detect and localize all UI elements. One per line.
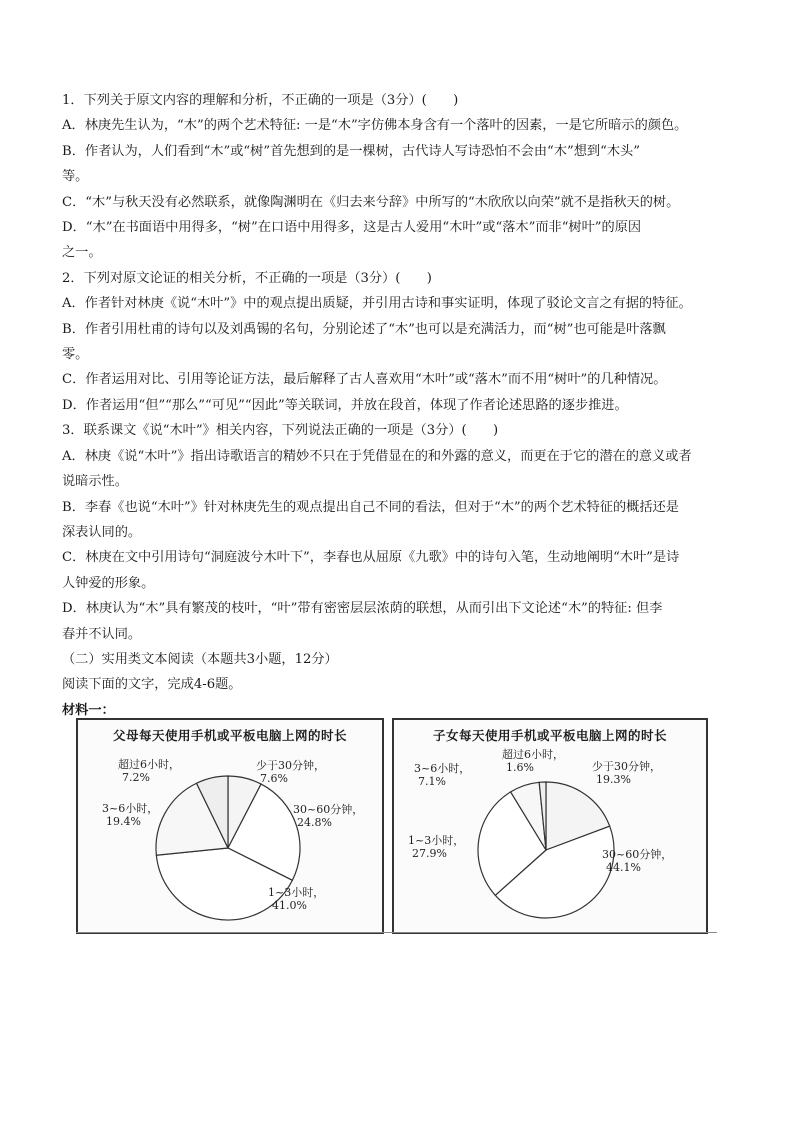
slice-value-label: 24.8% [297, 816, 332, 829]
q1-stem: 1．下列关于原文内容的理解和分析，不正确的一项是（3分）( ) [62, 93, 459, 108]
q3-option-d-line1: D．林庚认为“木”具有繁茂的枝叶，“叶”带有密密层层浓荫的联想，从而引出下文论述“木”的特征: 但李 [62, 601, 663, 617]
parents-chart [76, 718, 384, 934]
children-pie-svg [394, 720, 706, 932]
material-label: 材料一： [62, 702, 115, 718]
slice-label: 超过6小时， [118, 758, 180, 771]
q2-option-b-line2: 零。 [62, 347, 89, 363]
q2-option-b-line1: B．作者引用杜甫的诗句以及刘禹锡的名句，分别论述了“木”也可以是充满活力，而“树”也可能是叶落飘 [62, 321, 666, 337]
q3-option-d-line2: 春并不认同。 [62, 626, 142, 642]
q3-option-c-line2: 人钟爱的形象。 [62, 575, 155, 591]
parents-pie-svg [78, 720, 382, 932]
q1-option-b-line2: 等。 [62, 169, 89, 185]
q3-stem: 3．联系课文《说“木叶”》相关内容，下列说法正确的一项是（3分）( ) [62, 423, 499, 439]
q1-option-d-line2: 之一。 [62, 245, 102, 261]
section-heading: （二）实用类文本阅读（本题共3小题，12分） [62, 651, 338, 667]
slice-value-label: 41.0% [272, 899, 307, 912]
slice-value-label: 7.2% [122, 771, 150, 784]
slice-value-label: 19.4% [106, 815, 141, 828]
figure-bottom-rule [76, 932, 717, 933]
q1-option-a: A．林庚先生认为，“木”的两个艺术特征: 一是“木”字仿佛本身含有一个落叶的因素，一是它所暗示的颜色。 [62, 118, 688, 134]
q2-option-c: C．作者运用对比、引用等论证方法，最后解释了古人喜欢用“木叶”或“落木”而不用“树叶”的几种情况。 [62, 372, 667, 388]
q3-option-a-line1: A．林庚《说“木叶”》指出诗歌语言的精妙不只在于凭借显在的和外露的意义，而更在于它的潜在的意义或者 [62, 448, 692, 464]
q2-option-a: A．作者针对林庚《说“木叶”》中的观点提出质疑，并引用古诗和事实证明，体现了驳论文言之有据的特征。 [62, 296, 692, 312]
slice-label: 30~60分钟， [602, 848, 673, 861]
slice-label: 超过6小时， [502, 748, 564, 761]
q3-option-c-line1: C．林庚在文中引用诗句“洞庭波兮木叶下”，李春也从屈原《九歌》中的诗句入笔，生动地阐明“木叶”是诗 [62, 550, 680, 566]
slice-label: 1~3小时， [268, 886, 325, 899]
exam-page [62, 88, 738, 723]
slice-label: 30~60分钟， [293, 803, 364, 816]
slice-label: 1~3小时， [408, 834, 465, 847]
slice-label: 少于30分钟， [256, 759, 325, 772]
q2-stem: 2．下列对原文论证的相关分析，不正确的一项是（3分）( ) [62, 270, 432, 286]
parents-chart-title: 父母每天使用手机或平板电脑上网的时长 [112, 728, 347, 743]
slice-label: 3~6小时， [102, 802, 159, 815]
slice-label: 少于30分钟， [592, 760, 661, 773]
slice-value-label: 27.9% [412, 847, 447, 860]
slice-value-label: 19.3% [596, 773, 631, 786]
section-instruction: 阅读下面的文字，完成4-6题。 [62, 677, 242, 693]
q3-option-b-line1: B．李春《也说“木叶”》针对林庚先生的观点提出自己不同的看法，但对于“木”的两个艺术特征的概括还是 [62, 499, 679, 515]
q1-option-d-line1: D．“木”在书面语中用得多，“树”在口语中用得多，这是古人爱用“木叶”或“落木”而非“树叶”的原因 [62, 220, 642, 236]
q3-option-a-line2: 说暗示性。 [62, 474, 128, 490]
slice-value-label: 7.1% [418, 775, 446, 788]
slice-value-label: 1.6% [506, 761, 534, 774]
pie-charts-figure [76, 718, 717, 936]
q1-option-b-line1: B．作者认为，人们看到“木”或“树”首先想到的是一棵树，古代诗人写诗恐怕不会由“木”想到“木头” [62, 143, 640, 159]
children-chart [392, 718, 708, 934]
children-chart-title: 子女每天使用手机或平板电脑上网的时长 [432, 728, 667, 743]
q3-option-b-line2: 深表认同的。 [62, 524, 142, 540]
q1-option-c: C．“木”与秋天没有必然联系，就像陶渊明在《归去来兮辞》中所写的“木欣欣以向荣”就不是指秋天的树。 [62, 194, 680, 210]
slice-value-label: 44.1% [606, 861, 641, 874]
slice-value-label: 7.6% [260, 772, 288, 785]
slice-label: 3~6小时， [414, 762, 471, 775]
q2-option-d: D．作者运用“但”“那么”“可见”“因此”等关联词，并放在段首，体现了作者论述思路的逐步推进。 [62, 397, 628, 413]
